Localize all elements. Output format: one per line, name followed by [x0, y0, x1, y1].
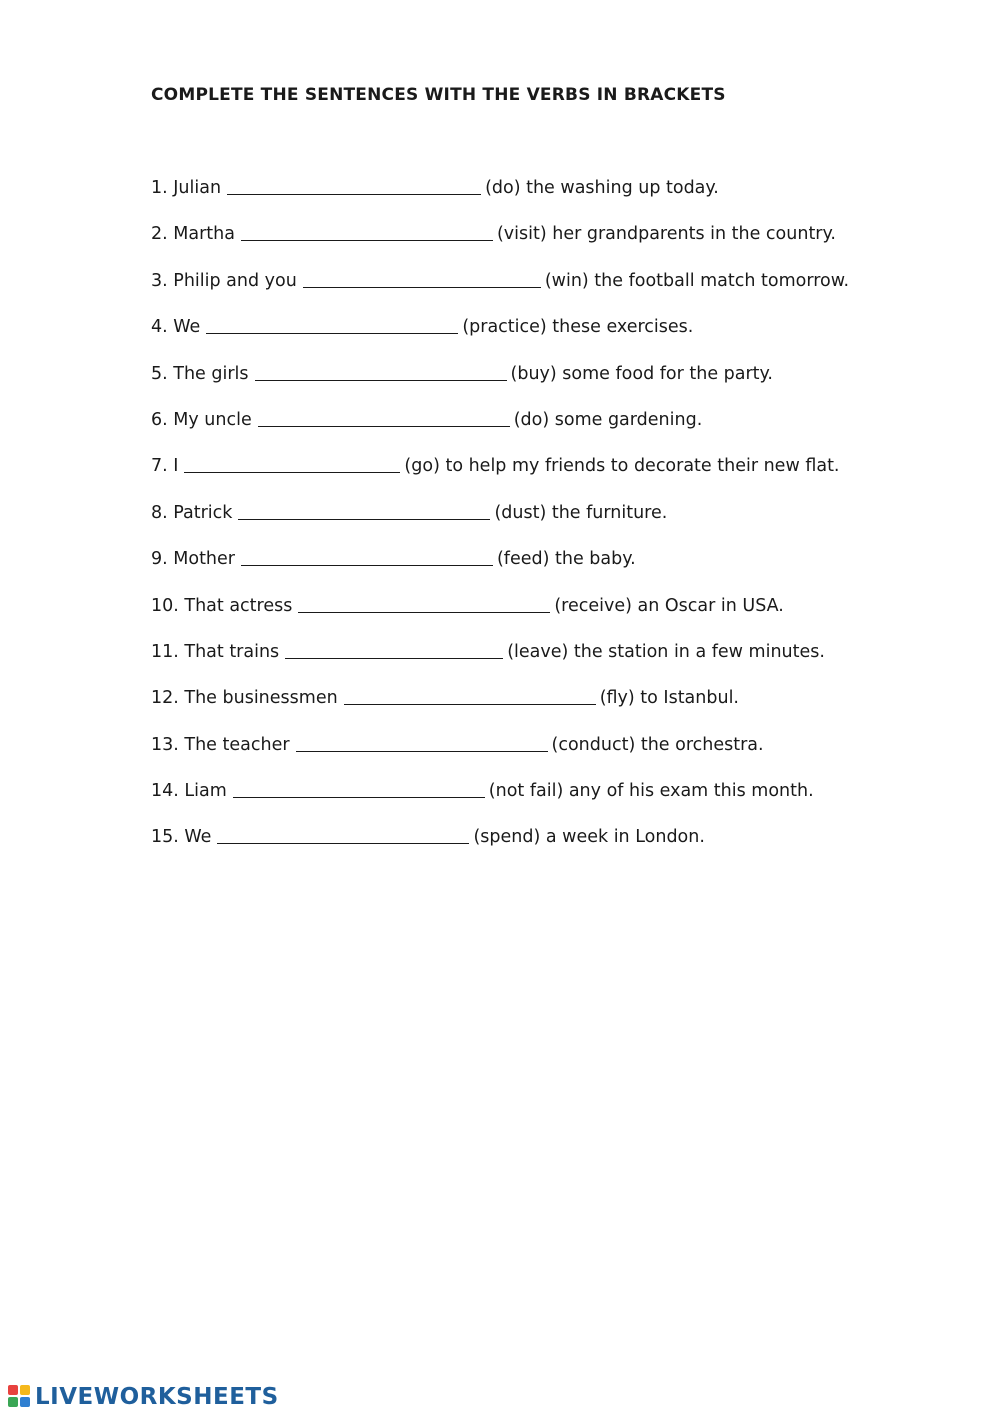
sentence-suffix: (spend) a week in London. — [473, 827, 705, 848]
sentence-3 — [151, 268, 951, 314]
sentence-prefix: 3. Philip and you — [151, 270, 297, 291]
logo-square-yellow — [20, 1385, 30, 1395]
sentence-suffix: (practice) these exercises. — [462, 317, 694, 338]
answer-blank-11[interactable] — [285, 639, 503, 659]
sentence-8 — [151, 500, 951, 546]
sentence-prefix: 4. We — [151, 317, 201, 338]
answer-blank-14[interactable] — [233, 778, 485, 798]
exercise-list — [151, 175, 951, 871]
answer-blank-6[interactable] — [258, 407, 510, 427]
sentence-10 — [151, 593, 951, 639]
worksheet-title: COMPLETE THE SENTENCES WITH THE VERBS IN BRACKETS — [151, 85, 726, 105]
answer-blank-8[interactable] — [238, 500, 490, 520]
liveworksheets-logo-icon — [8, 1385, 32, 1409]
sentence-suffix: (receive) an Oscar in USA. — [554, 595, 784, 616]
sentence-prefix: 5. The girls — [151, 363, 249, 384]
answer-blank-2[interactable] — [241, 221, 493, 241]
logo-square-red — [8, 1385, 18, 1395]
sentence-suffix: (leave) the station in a few minutes. — [507, 641, 825, 662]
sentence-13 — [151, 732, 951, 778]
sentence-prefix: 13. The teacher — [151, 734, 290, 755]
sentence-suffix: (dust) the furniture. — [494, 502, 668, 523]
answer-blank-5[interactable] — [255, 361, 507, 381]
sentence-14 — [151, 778, 951, 824]
logo-square-green — [8, 1397, 18, 1407]
sentence-4 — [151, 314, 951, 360]
sentence-suffix: (feed) the baby. — [496, 549, 636, 570]
sentence-suffix: (conduct) the orchestra. — [551, 734, 764, 755]
answer-blank-10[interactable] — [298, 593, 550, 613]
answer-blank-1[interactable] — [227, 175, 481, 195]
answer-blank-7[interactable] — [184, 453, 400, 473]
answer-blank-4[interactable] — [206, 314, 458, 334]
answer-blank-9[interactable] — [241, 546, 493, 566]
answer-blank-13[interactable] — [296, 732, 548, 752]
answer-blank-3[interactable] — [303, 268, 541, 288]
sentence-7 — [151, 453, 951, 499]
sentence-9 — [151, 546, 951, 592]
sentence-suffix: (not fail) any of his exam this month. — [488, 781, 814, 802]
sentence-prefix: 9. Mother — [151, 549, 235, 570]
sentence-prefix: 7. I — [151, 456, 179, 477]
sentence-1 — [151, 175, 951, 221]
sentence-prefix: 11. That trains — [151, 641, 280, 662]
logo-square-blue — [20, 1397, 30, 1407]
sentence-15 — [151, 824, 951, 870]
sentence-prefix: 8. Patrick — [151, 502, 233, 523]
sentence-prefix: 12. The businessmen — [151, 688, 338, 709]
sentence-5 — [151, 361, 951, 407]
sentence-suffix: (buy) some food for the party. — [510, 363, 773, 384]
sentence-suffix: (visit) her grandparents in the country. — [496, 224, 836, 245]
sentence-12 — [151, 685, 951, 731]
sentence-prefix: 1. Julian — [151, 178, 222, 198]
sentence-prefix: 6. My uncle — [151, 409, 252, 430]
answer-blank-12[interactable] — [344, 685, 596, 705]
sentence-11 — [151, 639, 951, 685]
sentence-6 — [151, 407, 951, 453]
sentence-suffix: (do) the washing up today. — [485, 178, 719, 198]
sentence-suffix: (fly) to Istanbul. — [599, 688, 739, 709]
sentence-prefix: 14. Liam — [151, 781, 227, 802]
answer-blank-15[interactable] — [217, 824, 469, 844]
sentence-suffix: (go) to help my friends to decorate their new flat. — [404, 456, 840, 477]
sentence-suffix: (do) some gardening. — [513, 409, 703, 430]
sentence-suffix: (win) the football match tomorrow. — [544, 270, 850, 291]
liveworksheets-brand[interactable] — [8, 1383, 279, 1411]
sentence-prefix: 2. Martha — [151, 224, 235, 245]
sentence-prefix: 15. We — [151, 827, 212, 848]
sentence-2 — [151, 221, 951, 267]
brand-name: LIVEWORKSHEETS — [35, 1384, 279, 1410]
sentence-prefix: 10. That actress — [151, 595, 293, 616]
